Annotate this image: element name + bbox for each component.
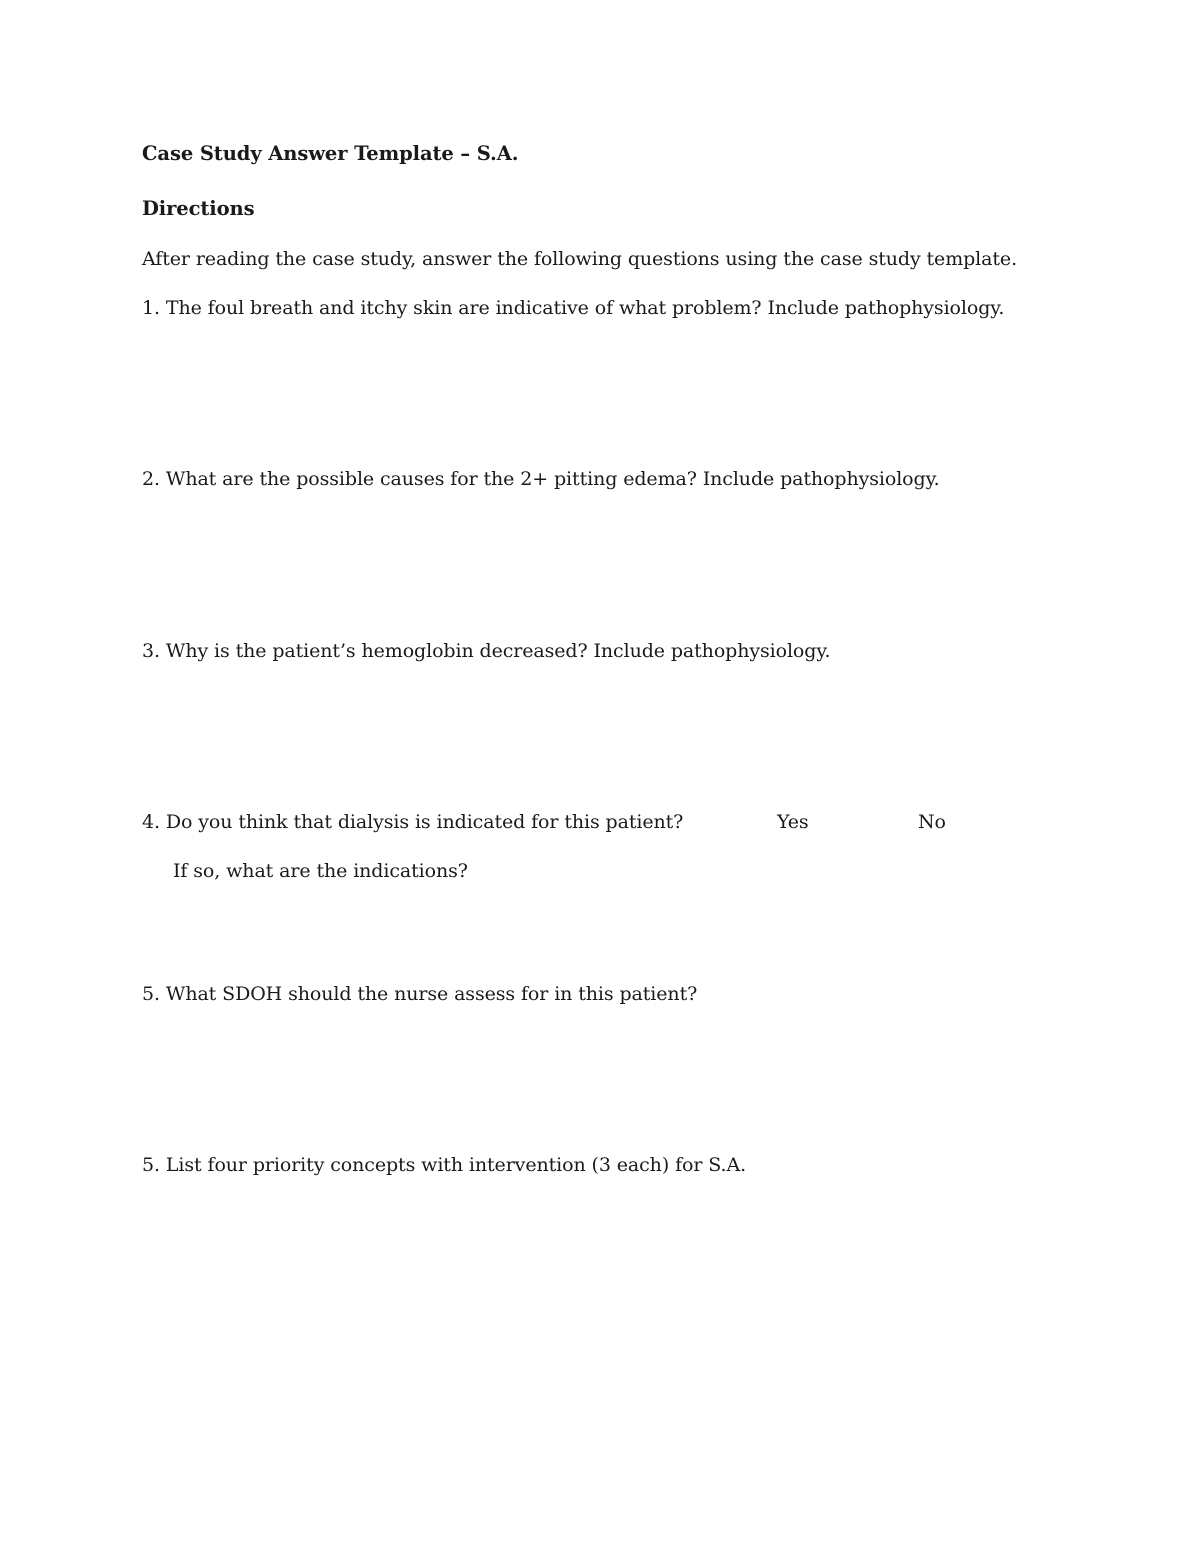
question-4 [142,810,683,834]
option-yes: Yes [777,811,809,833]
directions-text: After reading the case study, answer the following questions using the case study template. [142,248,1018,270]
question-number: 4. [142,811,160,833]
question-number: 1. [142,297,160,319]
question-text: Do you think that dialysis is indicated for this patient? [165,811,684,833]
question-number: 5. [142,983,160,1005]
option-no: No [918,811,946,833]
question-1 [142,296,1004,320]
question-number: 3. [142,640,160,662]
question-text: Why is the patient’s hemoglobin decreased? Include pathophysiology. [165,640,831,662]
question-2 [142,467,940,491]
question-text: What SDOH should the nurse assess for in this patient? [165,983,698,1005]
question-number: 2. [142,468,160,490]
question-5-priority-concepts [142,1153,746,1177]
question-number: 5. [142,1154,160,1176]
question-5-sdoh [142,982,697,1006]
question-text: The foul breath and itchy skin are indicative of what problem? Include pathophysiology. [165,297,1005,319]
question-text: What are the possible causes for the 2+ pitting edema? Include pathophysiology. [165,468,940,490]
page-title: Case Study Answer Template – S.A. [142,142,519,165]
question-4-followup: If so, what are the indications? [173,860,468,882]
directions-heading: Directions [142,197,255,220]
question-text: List four priority concepts with intervention (3 each) for S.A. [165,1154,747,1176]
question-3 [142,639,830,663]
